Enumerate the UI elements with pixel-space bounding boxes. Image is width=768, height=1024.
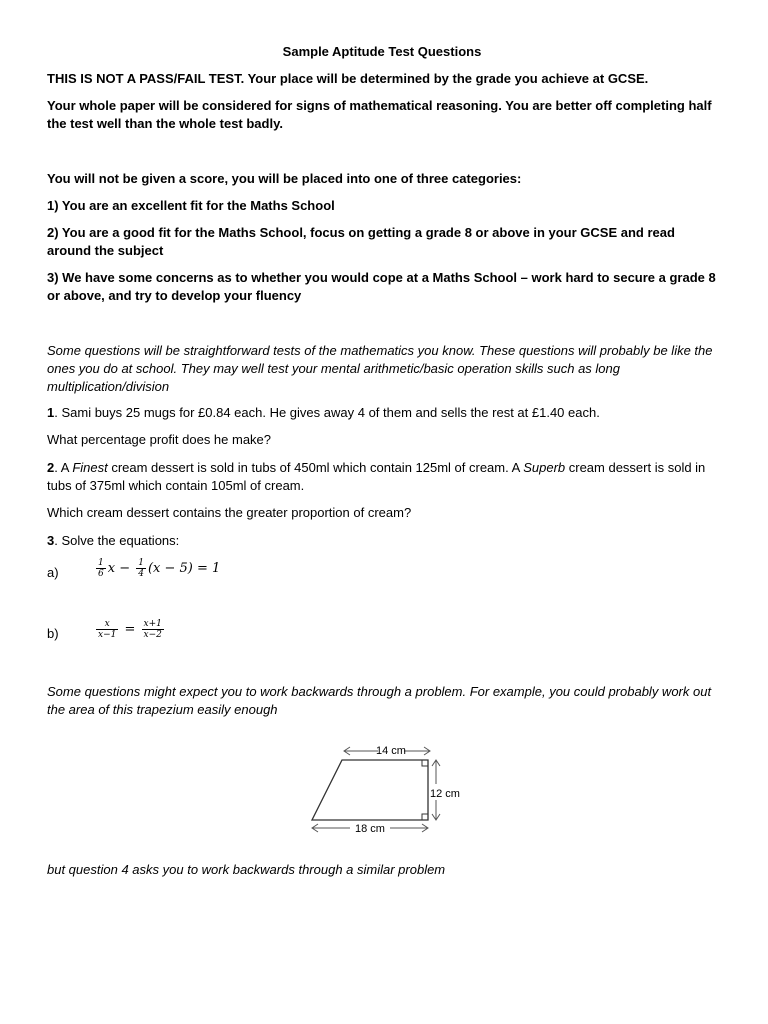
fraction	[96, 619, 118, 640]
fraction	[96, 558, 106, 579]
category-2: 2) You are a good fit for the Maths School, focus on getting a grade 8 or above in your GCSE and read around the subject	[47, 225, 675, 258]
equation-b-expression	[94, 619, 166, 640]
section-2-outro: but question 4 asks you to work backwards through a similar problem	[47, 862, 446, 877]
bottom-dimension-label: 18 cm	[355, 823, 385, 835]
equation-a-label: a)	[47, 565, 59, 580]
trapezium-shape	[312, 760, 428, 820]
question-1	[47, 404, 717, 422]
equation-a-expression	[94, 558, 220, 579]
question-3-number: 3	[47, 533, 55, 548]
question-1-text: . Sami buys 25 mugs for £0.84 each. He gives away 4 of them and sells the rest at £1.40 each.	[54, 405, 600, 420]
fraction-denominator: 6	[98, 569, 104, 579]
fraction-numerator: x	[96, 619, 118, 630]
fraction-numerator: x+1	[143, 619, 162, 629]
fraction-denominator: x−2	[143, 630, 162, 640]
categories-heading: You will not be given a score, you will be placed into one of three categories:	[47, 171, 522, 186]
fraction-numerator: 1	[98, 558, 104, 568]
section-2-note: Some questions might expect you to work backwards through a problem. For example, you could probably work out the area of this trapezium easily enough	[47, 684, 712, 717]
trapezium-diagram	[300, 738, 480, 842]
equation-term: (x − 5) = 1	[147, 561, 221, 576]
superb-label: Superb	[523, 460, 566, 475]
intro-line-1: THIS IS NOT A PASS/FAIL TEST. Your place will be determined by the grade you achieve at GCSE.	[47, 71, 649, 86]
fraction	[136, 558, 146, 579]
question-3	[47, 532, 717, 550]
finest-label: Finest	[72, 460, 108, 475]
intro-line-2: Your whole paper will be considered for signs of mathematical reasoning. You are better off completing half the test well than the whole test badly.	[47, 98, 712, 131]
equation-b-label: b)	[47, 626, 59, 641]
question-1-number: 1	[47, 405, 55, 420]
equals-sign: =	[124, 622, 136, 637]
category-1: 1) You are an excellent fit for the Maths School	[47, 198, 335, 213]
question-2-text-c: cream dessert is sold in tubs of 375ml which contain 105ml of cream.	[47, 460, 706, 493]
question-2-ask: Which cream dessert contains the greater proportion of cream?	[47, 505, 412, 520]
page-title: Sample Aptitude Test Questions	[282, 44, 482, 59]
equation-term: x −	[107, 561, 131, 576]
right-angle-marker-bottom	[422, 814, 428, 820]
height-dimension-label: 12 cm	[430, 788, 460, 800]
category-3: 3) We have some concerns as to whether you would cope at a Maths School – work hard to secure a grade 8 or above, and try to develop your fluency	[47, 270, 716, 303]
question-2-text-b: cream dessert is sold in tubs of 450ml which contain 125ml of cream. A	[107, 460, 524, 475]
fraction-numerator: 1	[138, 558, 144, 568]
question-2-text-a: . A	[54, 460, 73, 475]
question-2	[47, 459, 717, 495]
fraction-denominator: 4	[138, 569, 144, 579]
top-dimension-label: 14 cm	[376, 745, 406, 757]
fraction-denominator: x−1	[98, 630, 117, 640]
question-2-number: 2	[47, 460, 55, 475]
right-angle-marker-top	[422, 760, 428, 766]
section-1-note: Some questions will be straightforward tests of the mathematics you know. These questions will probably be like the ones you do at school. They may well test your mental arithmetic/basic operation skills such as long multiplication/division	[47, 343, 713, 394]
question-1-ask: What percentage profit does he make?	[47, 432, 272, 447]
question-3-text: . Solve the equations:	[54, 533, 180, 548]
fraction	[142, 619, 164, 640]
